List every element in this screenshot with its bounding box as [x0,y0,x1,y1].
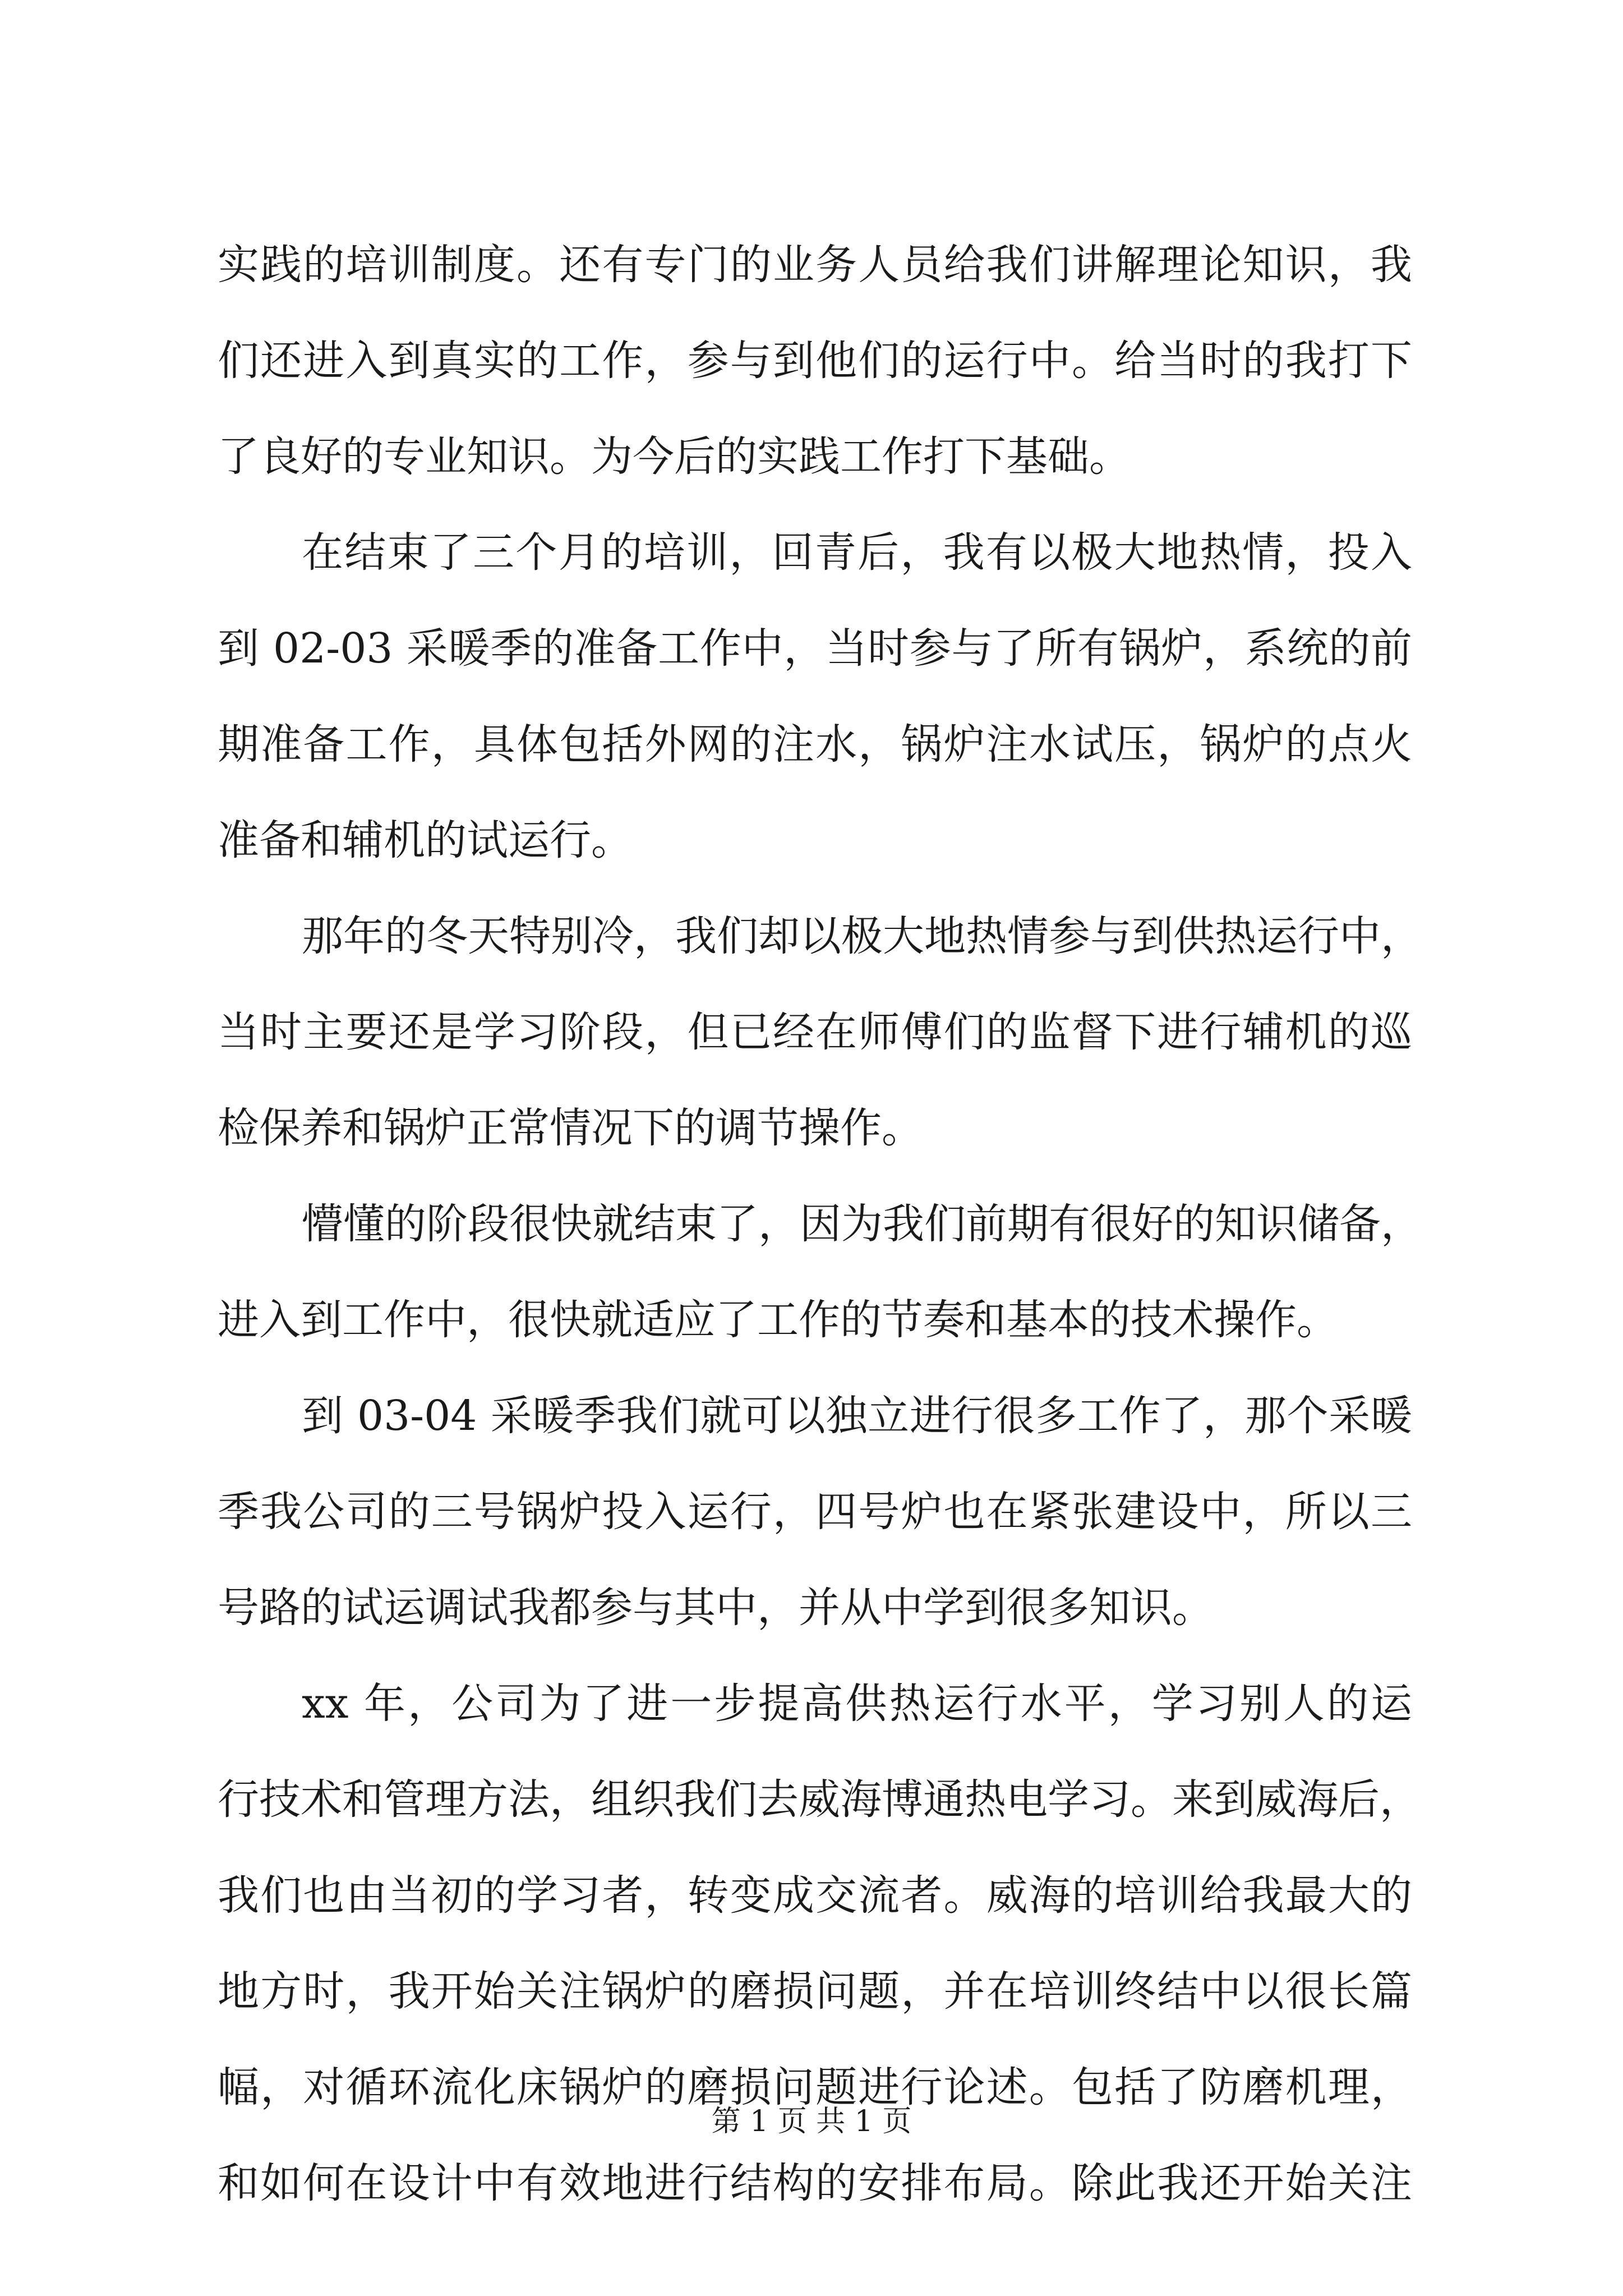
document-body [218,241,1422,2256]
paragraph-first-line: 到 03-04 采暖季我们就可以独立进行很多工作了，那个采暖 [302,1392,1412,1440]
text-line: 季我公司的三号锅炉投入运行，四号炉也在紧张建设中，所以三 [218,1488,1412,1536]
paragraph-first-line: 懵懂的阶段很快就结束了，因为我们前期有很好的知识储备， [302,1200,1422,1248]
text-line: 进入到工作中，很快就适应了工作的节奏和基本的技术操作。 [218,1296,1338,1344]
text-line: 们还进入到真实的工作，参与到他们的运行中。给当时的我打下 [218,337,1412,385]
text-line: 准备和辅机的试运行。 [218,816,633,864]
text-line: 行技术和管理方法，组织我们去威海博通热电学习。来到威海后， [218,1775,1421,1824]
text-line: 了良好的专业知识。为今后的实践工作打下基础。 [218,432,1131,481]
text-line: 我们也由当初的学习者，转变成交流者。威海的培训给我最大的 [218,1871,1412,1920]
paragraph-first-line: 那年的冬天特别冷，我们却以极大地热情参与到供热运行中， [302,912,1422,960]
text-line: 实践的培训制度。还有专门的业务人员给我们讲解理论知识，我 [218,241,1412,289]
text-line: 幅，对循环流化床锅炉的磨损问题进行论述。包括了防磨机理， [218,2063,1412,2111]
text-line: 期准备工作，具体包括外网的注水，锅炉注水试压，锅炉的点火 [218,720,1412,769]
paragraph-first-line: xx 年，公司为了进一步提高供热运行水平，学习别人的运 [302,1680,1412,1728]
text-line: 检保养和锅炉正常情况下的调节操作。 [218,1104,923,1152]
text-line: 当时主要还是学习阶段，但已经在师傅们的监督下进行辅机的巡 [218,1008,1412,1056]
paragraph-first-line: 在结束了三个月的培训，回青后，我有以极大地热情，投入 [302,528,1412,577]
text-line: 号路的试运调试我都参与其中，并从中学到很多知识。 [218,1584,1214,1632]
text-line: 到 02-03 采暖季的准备工作中，当时参与了所有锅炉，系统的前 [218,624,1412,673]
text-line: 和如何在设计中有效地进行结构的安排布局。除此我还开始关注 [218,2159,1412,2207]
text-line: 地方时，我开始关注锅炉的磨损问题，并在培训终结中以很长篇 [218,1967,1412,2016]
page-number-footer: 第 1 页 共 1 页 [711,2105,912,2138]
